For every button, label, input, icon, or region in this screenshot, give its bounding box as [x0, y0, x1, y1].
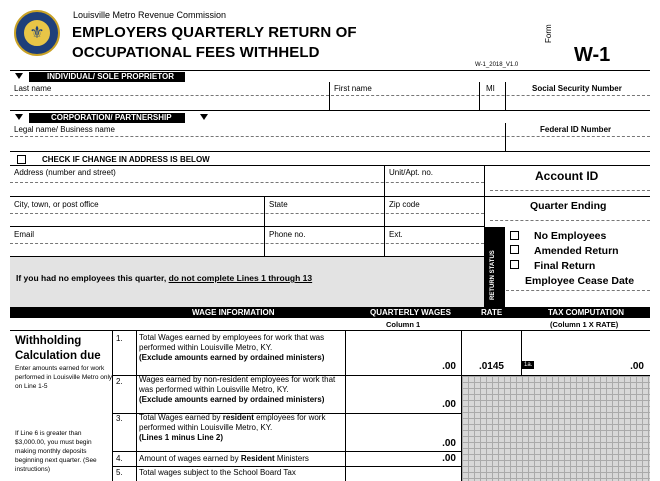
- amended-return-checkbox[interactable]: [510, 245, 519, 254]
- fein-input[interactable]: [507, 137, 649, 150]
- withholding-heading: Withholding Calculation due: [15, 335, 101, 362]
- ext-input[interactable]: [386, 244, 482, 255]
- unit-input[interactable]: [386, 183, 482, 195]
- last-name-label: Last name: [14, 84, 52, 93]
- louisville-metro-seal: [14, 10, 60, 56]
- column-1-subheader: Column 1: [386, 320, 421, 329]
- fein-label: Federal ID Number: [540, 125, 612, 134]
- address-change-label: CHECK IF CHANGE IN ADDRESS IS BELOW: [42, 155, 210, 164]
- line-4-text: Amount of wages earned by Resident Ministers: [139, 454, 309, 463]
- final-return-checkbox[interactable]: [510, 260, 519, 269]
- rate-header: RATE: [481, 308, 503, 317]
- ssn-label: Social Security Number: [532, 84, 622, 93]
- line-1-rate: .0145: [478, 361, 504, 372]
- sidebar-note-amounts: Enter amounts earned for work performed in Louisville Metro only on Line 1-5: [15, 365, 113, 390]
- address-label: Address (number and street): [14, 168, 116, 177]
- form-title: EMPLOYERS QUARTERLY RETURN OF OCCUPATIONAL FEES WITHHELD: [72, 24, 357, 61]
- last-name-input[interactable]: [12, 96, 326, 109]
- line-1-text: Total Wages earned by employees for work that was performed within Louisville Metro, KY. (Exclude amounts earned by ordained ministers): [139, 333, 325, 362]
- form-label: Form: [544, 24, 553, 43]
- line-1a-tax[interactable]: .00: [630, 361, 644, 372]
- sidebar-note-deposits: If Line 6 is greater than $3,000.00, you must begin making monthly deposits beginning next quarter. (See instructions): [15, 430, 97, 473]
- line-2-number: 2.: [116, 377, 123, 386]
- legal-name-input[interactable]: [12, 137, 502, 150]
- state-label: State: [269, 200, 288, 209]
- amended-return-label: Amended Return: [534, 245, 619, 257]
- no-employees-checkbox[interactable]: [510, 231, 519, 240]
- line-4-number: 4.: [116, 454, 123, 463]
- address-change-checkbox[interactable]: [17, 155, 26, 164]
- line-2-text: Wages earned by non-resident employees for work that was performed within Louisville Metro, KY. (Exclude amounts earned by ordained ministers): [139, 375, 336, 404]
- final-return-label: Final Return: [534, 260, 596, 272]
- zip-label: Zip code: [389, 200, 420, 209]
- cease-date-label: Employee Cease Date: [525, 275, 635, 287]
- first-name-label: First name: [334, 84, 372, 93]
- line-2-wages[interactable]: .00: [442, 399, 456, 410]
- ssn-input[interactable]: [507, 96, 649, 109]
- zip-input[interactable]: [386, 214, 482, 225]
- agency-name: Louisville Metro Revenue Commission: [73, 10, 227, 20]
- form-version: W-1_2018_V1.0: [475, 62, 519, 68]
- chevron-down-icon: [15, 114, 23, 120]
- line-1a-label: 1a.: [524, 362, 533, 368]
- ext-label: Ext.: [389, 230, 403, 239]
- state-input[interactable]: [266, 214, 382, 225]
- email-input[interactable]: [12, 244, 262, 255]
- quarterly-wages-header: QUARTERLY WAGES: [370, 308, 451, 317]
- individual-section-header: INDIVIDUAL/ SOLE PROPRIETOR: [29, 72, 185, 82]
- line-1-number: 1.: [116, 334, 123, 343]
- line-1-wages[interactable]: .00: [442, 361, 456, 372]
- address-input[interactable]: [12, 183, 382, 195]
- tax-computation-header: TAX COMPUTATION: [548, 308, 624, 317]
- line-5-number: 5.: [116, 468, 123, 477]
- line-4-wages[interactable]: .00: [442, 453, 456, 464]
- legal-name-label: Legal name/ Business name: [14, 125, 115, 134]
- chevron-down-icon: [200, 114, 208, 120]
- shaded-area: [462, 376, 650, 481]
- unit-label: Unit/Apt. no.: [389, 168, 434, 177]
- line-3-wages[interactable]: .00: [442, 438, 456, 449]
- phone-label: Phone no.: [269, 230, 306, 239]
- city-input[interactable]: [12, 214, 262, 225]
- line-3-text: Total Wages earned by resident employees for work performed within Louisville Metro, KY. (Lines 1 minus Line 2): [139, 413, 326, 442]
- first-name-input[interactable]: [331, 96, 477, 109]
- no-employees-notice: If you had no employees this quarter, do not complete Lines 1 through 13: [16, 273, 313, 283]
- no-employees-label: No Employees: [534, 230, 607, 242]
- city-label: City, town, or post office: [14, 200, 99, 209]
- line-3-number: 3.: [116, 414, 123, 423]
- mi-label: MI: [486, 84, 495, 93]
- mi-input[interactable]: [481, 96, 503, 109]
- line-5-text: Total wages subject to the School Board Tax: [139, 468, 296, 477]
- form-number: W-1: [574, 44, 611, 66]
- wage-info-header: WAGE INFORMATION: [192, 308, 275, 317]
- corporation-section-header: CORPORATION/ PARTNERSHIP: [29, 113, 185, 123]
- tax-subheader: (Column 1 X RATE): [550, 320, 619, 329]
- email-label: Email: [14, 230, 35, 239]
- fleur-de-lis-icon: ⚜: [29, 23, 45, 43]
- chevron-down-icon: [15, 73, 23, 79]
- account-id-label: Account ID: [535, 169, 599, 183]
- quarter-ending-label: Quarter Ending: [530, 200, 607, 212]
- return-status-label: RETURN STATUS: [490, 250, 496, 300]
- phone-input[interactable]: [266, 244, 382, 255]
